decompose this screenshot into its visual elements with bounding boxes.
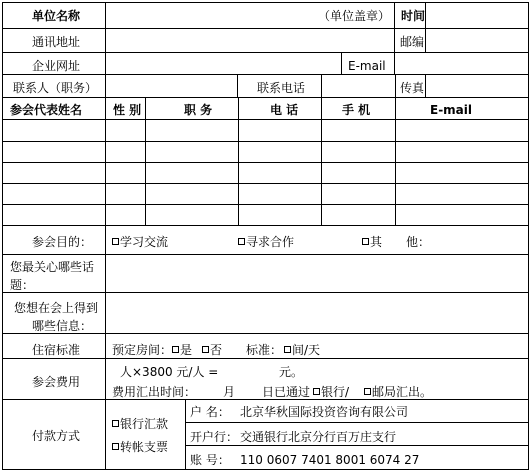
grid-line-vertical [394, 2, 395, 74]
reserve-room-label: 预定房间： [112, 343, 173, 357]
grid-line-vertical [425, 74, 426, 97]
room-per-night-option[interactable]: 间/天 [284, 342, 320, 358]
checkbox-icon [284, 346, 291, 353]
grid-line-horizontal [2, 204, 529, 205]
email-label: E-mail [348, 59, 386, 73]
header-phone: 电 话 [270, 103, 299, 117]
grid-line-horizontal [185, 445, 529, 446]
postcode-label: 邮编 [400, 35, 425, 49]
grid-line-vertical [341, 52, 342, 74]
grid-line-horizontal [2, 254, 529, 255]
purpose-label: 参会目的： [32, 235, 93, 249]
grid-line-horizontal [2, 292, 529, 293]
lodging-standard-label: 标准： [246, 343, 283, 357]
checkbox-icon [202, 346, 209, 353]
grid-line-vertical [395, 97, 396, 225]
grid-line-vertical [185, 399, 186, 469]
remit-time-label: 费用汇出时间： [112, 385, 197, 399]
reserve-yes-option[interactable]: 是 [172, 342, 192, 358]
grid-line-vertical [105, 225, 106, 469]
fee-calc-text: 人×3800 元/人 = [120, 365, 219, 379]
phone-label: 联系电话 [257, 81, 306, 95]
org-name-label: 单位名称 [32, 9, 81, 23]
header-position: 职 务 [184, 103, 213, 117]
account-number-value: 110 0607 7401 8001 6074 27 [240, 453, 420, 467]
remit-month: 月 [223, 385, 236, 399]
grid-line-horizontal [2, 162, 529, 163]
checkbox-icon [364, 388, 371, 395]
checkbox-icon [172, 346, 179, 353]
grid-line-horizontal [2, 469, 529, 470]
checkbox-icon [238, 238, 245, 245]
header-delegate-name: 参会代表姓名 [10, 103, 83, 117]
concern-topics-label-line1: 您最关心哪些话 [10, 260, 95, 274]
checkbox-icon [313, 388, 320, 395]
checkbox-icon [362, 238, 369, 245]
grid-line-horizontal [2, 28, 529, 29]
reserve-no-option[interactable]: 否 [202, 342, 222, 358]
bank-value: 交通银行北京分行百万庄支行 [240, 430, 397, 444]
grid-line-horizontal [2, 74, 529, 75]
grid-line-horizontal [2, 2, 529, 3]
payment-check-option[interactable]: 转帐支票 [112, 439, 168, 455]
remit-post-option[interactable]: 邮局汇出。 [364, 384, 432, 400]
registration-form [2, 2, 529, 470]
grid-line-horizontal [2, 141, 529, 142]
payment-bank-transfer-option[interactable]: 银行汇款 [112, 416, 168, 432]
grid-line-horizontal [2, 119, 529, 120]
checkbox-icon [112, 443, 119, 450]
checkbox-icon [112, 420, 119, 427]
info-wanted-label-line2: 哪些信息： [32, 319, 93, 333]
grid-line-vertical [238, 97, 239, 225]
header-gender: 性 别 [113, 103, 142, 117]
purpose-option-other[interactable]: 其 [362, 234, 382, 250]
website-label: 企业网址 [32, 59, 81, 73]
contact-label: 联系人（职务） [13, 81, 98, 95]
grid-line-vertical [425, 2, 426, 52]
grid-line-vertical [395, 74, 396, 97]
remit-bank-option[interactable]: 银行/ [313, 384, 349, 400]
grid-line-horizontal [2, 183, 529, 184]
payment-label: 付款方式 [32, 429, 81, 443]
account-name-label: 户 名： [190, 405, 230, 419]
purpose-option-study[interactable]: 学习交流 [112, 234, 168, 250]
grid-line-vertical [528, 2, 529, 470]
lodging-label: 住宿标准 [32, 343, 81, 357]
info-wanted-label-line1: 您想在会上得到 [14, 301, 99, 315]
grid-line-vertical [2, 2, 3, 470]
grid-line-horizontal [2, 52, 529, 53]
grid-line-vertical [321, 74, 322, 97]
purpose-option-cooperation[interactable]: 寻求合作 [238, 234, 294, 250]
seal-note: （单位盖章） [318, 9, 391, 23]
address-label: 通讯地址 [32, 35, 81, 49]
checkbox-icon [112, 238, 119, 245]
grid-line-vertical [145, 97, 146, 225]
fee-total-unit: 元。 [279, 365, 304, 379]
account-name-value: 北京华秋国际投资咨询有限公司 [240, 405, 409, 419]
grid-line-horizontal [2, 358, 529, 359]
concern-topics-label-line2: 题： [10, 278, 35, 292]
grid-line-vertical [321, 97, 322, 225]
grid-line-horizontal [2, 225, 529, 226]
purpose-other-suffix: 他： [406, 235, 431, 249]
fax-label: 传真 [400, 81, 425, 95]
fee-label: 参会费用 [32, 375, 81, 389]
time-label: 时间 [401, 9, 426, 23]
grid-line-vertical [237, 74, 238, 97]
grid-line-horizontal [2, 97, 529, 98]
grid-line-vertical [105, 2, 106, 225]
grid-line-horizontal [185, 422, 529, 423]
account-number-label: 账 号： [190, 453, 230, 467]
header-mobile: 手 机 [342, 103, 371, 117]
bank-label: 开户行： [190, 430, 239, 444]
header-email: E-mail [430, 103, 473, 117]
remit-day: 日已通过 [262, 385, 311, 399]
